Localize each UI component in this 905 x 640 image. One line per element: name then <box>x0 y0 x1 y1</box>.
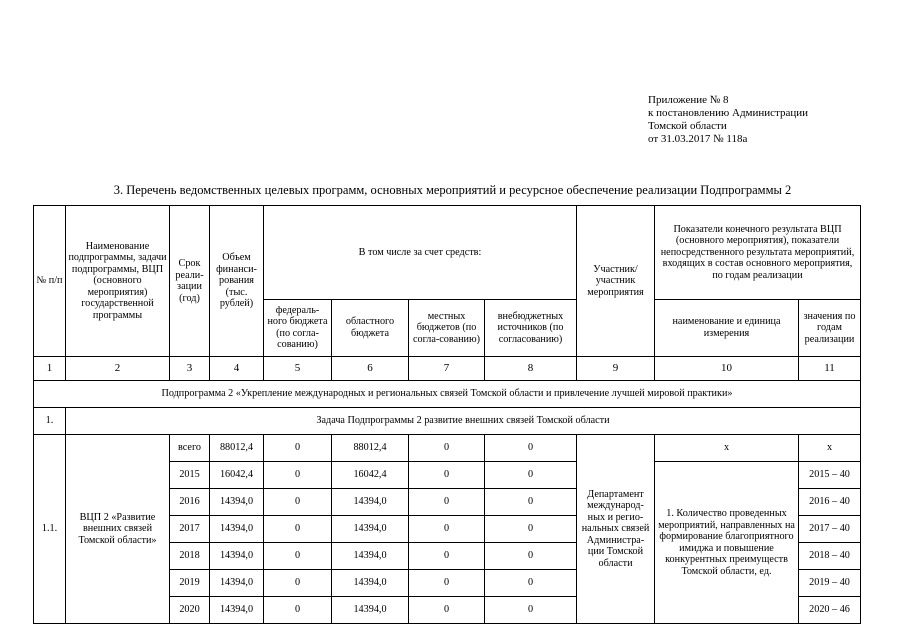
task-number: 1. <box>34 408 66 435</box>
program-table <box>33 205 861 624</box>
regional-cell: 14394,0 <box>332 516 409 543</box>
indicator-value-total: x <box>799 435 861 462</box>
indicator-value: 2015 – 40 <box>799 462 861 489</box>
local-cell: 0 <box>409 597 485 624</box>
column-number: 9 <box>577 357 655 381</box>
column-number: 2 <box>66 357 170 381</box>
column-number: 11 <box>799 357 861 381</box>
column-number: 8 <box>485 357 577 381</box>
column-number: 1 <box>34 357 66 381</box>
header-col3: Срок реали-зации (год) <box>170 206 210 357</box>
total-cell: 14394,0 <box>210 516 264 543</box>
federal-cell: 0 <box>264 489 332 516</box>
regional-cell: 14394,0 <box>332 570 409 597</box>
column-number: 3 <box>170 357 210 381</box>
extra-cell: 0 <box>485 462 577 489</box>
header-results-group: Показатели конечного результата ВЦП (основного мероприятия), показатели непосредственного результата мероприятий, входящих в состав основного мероприятия, по годам реализации <box>655 206 861 300</box>
federal-cell: 0 <box>264 543 332 570</box>
column-number: 10 <box>655 357 799 381</box>
year-cell: 2019 <box>170 570 210 597</box>
federal-cell: 0 <box>264 516 332 543</box>
column-number: 4 <box>210 357 264 381</box>
subprogram-row: Подпрограмма 2 «Укрепление международных и региональных связей Томской области и привлечение лучшей мировой практики» <box>34 381 861 408</box>
header-col6: областного бюджета <box>332 299 409 356</box>
regional-cell: 88012,4 <box>332 435 409 462</box>
year-cell: 2018 <box>170 543 210 570</box>
regional-cell: 14394,0 <box>332 543 409 570</box>
local-cell: 0 <box>409 435 485 462</box>
header-col8: внебюджетных источников (по согласованию) <box>485 299 577 356</box>
federal-cell: 0 <box>264 597 332 624</box>
column-number: 7 <box>409 357 485 381</box>
annex-line: от 31.03.2017 № 118а <box>648 133 748 145</box>
local-cell: 0 <box>409 516 485 543</box>
header-funds-group: В том числе за счет средств: <box>264 206 577 300</box>
total-cell: 14394,0 <box>210 489 264 516</box>
year-cell: 2017 <box>170 516 210 543</box>
annex-line: к постановлению Администрации <box>648 107 809 119</box>
regional-cell: 14394,0 <box>332 489 409 516</box>
year-cell: всего <box>170 435 210 462</box>
extra-cell: 0 <box>485 489 577 516</box>
column-number: 6 <box>332 357 409 381</box>
header-col4: Объем финанси-рования (тыс. рублей) <box>210 206 264 357</box>
year-cell: 2016 <box>170 489 210 516</box>
local-cell: 0 <box>409 462 485 489</box>
total-cell: 88012,4 <box>210 435 264 462</box>
local-cell: 0 <box>409 543 485 570</box>
header-col11: значения по годам реализации <box>799 299 861 356</box>
annex-line: Приложение № 8 <box>648 94 729 106</box>
column-number: 5 <box>264 357 332 381</box>
header-col10: наименование и единица измерения <box>655 299 799 356</box>
header-col1: № п/п <box>34 206 66 357</box>
header-col5: федераль-ного бюджета (по согла-сованию) <box>264 299 332 356</box>
annex-line: Томской области <box>648 120 727 132</box>
total-cell: 14394,0 <box>210 597 264 624</box>
local-cell: 0 <box>409 489 485 516</box>
participant-cell: Департамент международ-ных и регио-нальных связей Администра-ции Томской области <box>577 435 655 624</box>
indicator-value: 2020 – 46 <box>799 597 861 624</box>
vcp-number: 1.1. <box>34 435 66 624</box>
indicator-text: 1. Количество проведенных мероприятий, направленных на формирование благоприятного имиджа и повышение конкурентных преимуществ Томской области, ед. <box>655 462 799 624</box>
header-col9: Участник/ участник мероприятия <box>577 206 655 357</box>
indicator-value: 2016 – 40 <box>799 489 861 516</box>
vcp-name: ВЦП 2 «Развитие внешних связей Томской области» <box>66 435 170 624</box>
total-cell: 14394,0 <box>210 543 264 570</box>
year-cell: 2015 <box>170 462 210 489</box>
indicator-name-total: x <box>655 435 799 462</box>
indicator-value: 2019 – 40 <box>799 570 861 597</box>
extra-cell: 0 <box>485 570 577 597</box>
regional-cell: 14394,0 <box>332 597 409 624</box>
regional-cell: 16042,4 <box>332 462 409 489</box>
federal-cell: 0 <box>264 462 332 489</box>
indicator-value: 2017 – 40 <box>799 516 861 543</box>
header-col7: местных бюджетов (по согла-сованию) <box>409 299 485 356</box>
local-cell: 0 <box>409 570 485 597</box>
year-cell: 2020 <box>170 597 210 624</box>
indicator-value: 2018 – 40 <box>799 543 861 570</box>
extra-cell: 0 <box>485 597 577 624</box>
total-cell: 14394,0 <box>210 570 264 597</box>
annex-block <box>648 94 808 146</box>
extra-cell: 0 <box>485 435 577 462</box>
extra-cell: 0 <box>485 543 577 570</box>
federal-cell: 0 <box>264 570 332 597</box>
total-cell: 16042,4 <box>210 462 264 489</box>
header-col2: Наименование подпрограммы, задачи подпрограммы, ВЦП (основного мероприятия) государственной программы <box>66 206 170 357</box>
document-title: 3. Перечень ведомственных целевых программ, основных мероприятий и ресурсное обеспечение реализации Подпрограммы 2 <box>113 183 792 197</box>
extra-cell: 0 <box>485 516 577 543</box>
task-text: Задача Подпрограммы 2 развитие внешних связей Томской области <box>66 408 861 435</box>
federal-cell: 0 <box>264 435 332 462</box>
